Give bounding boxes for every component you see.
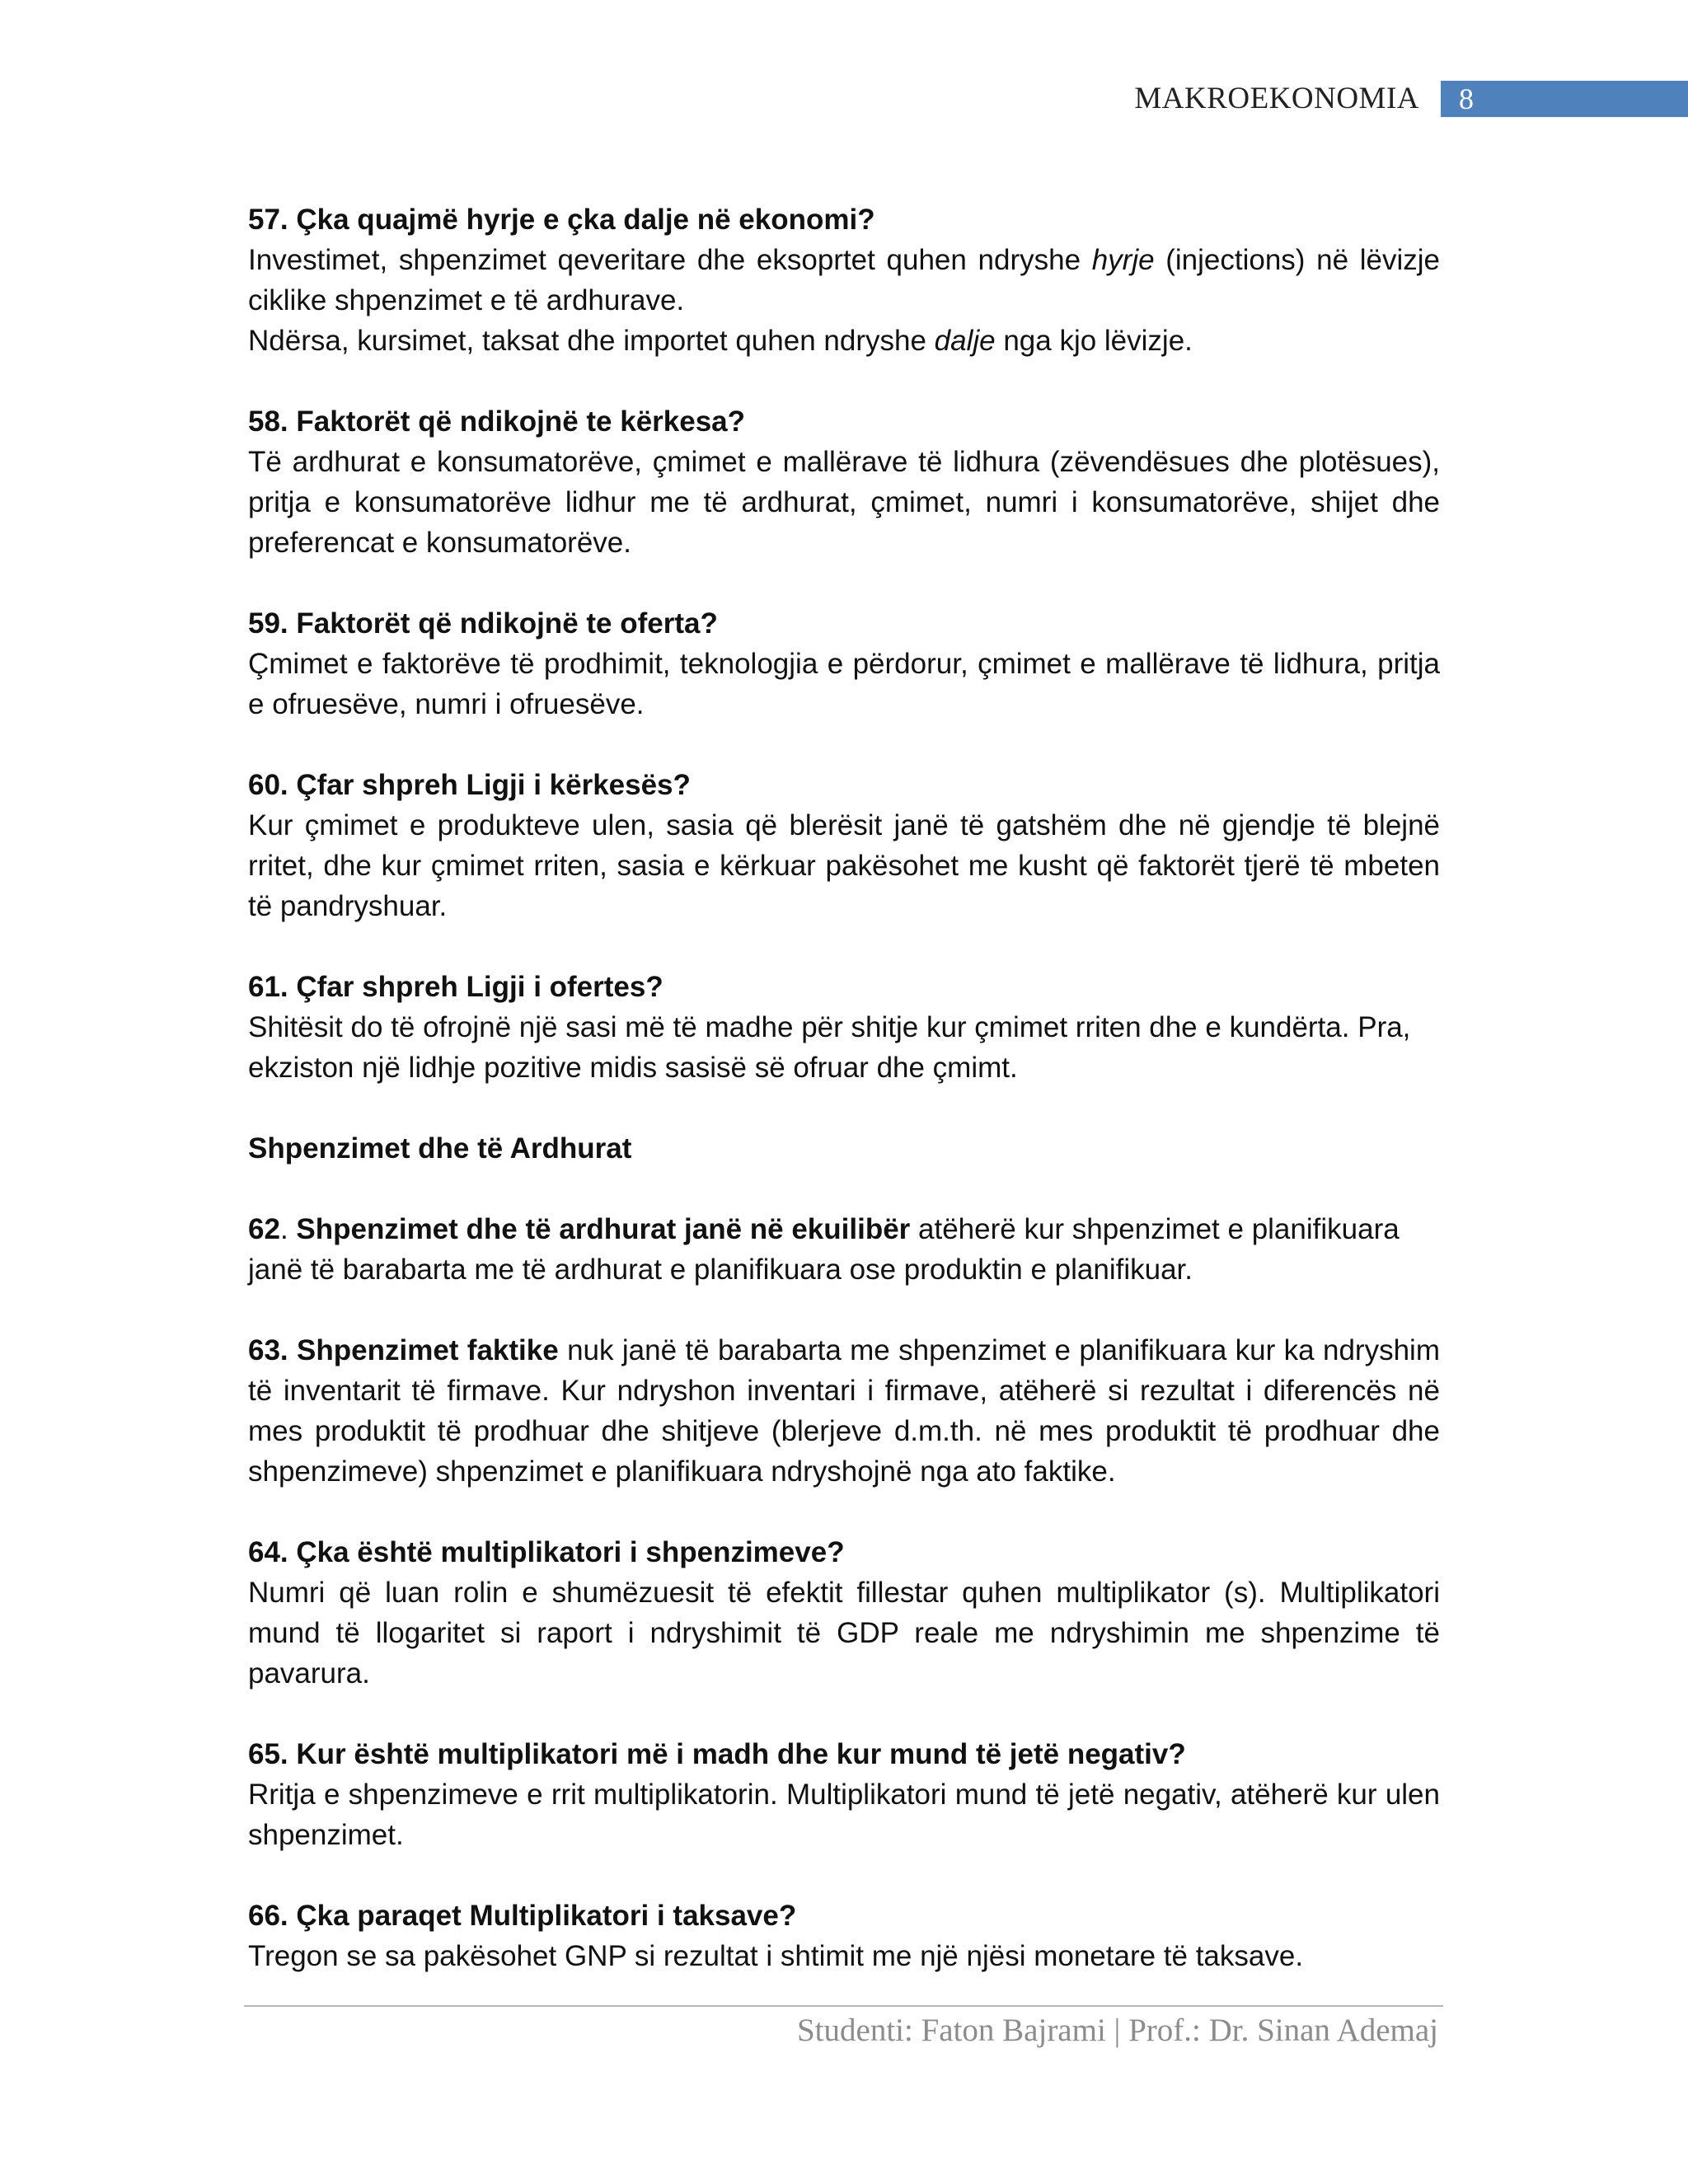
footer-credits: Studenti: Faton Bajrami | Prof.: Dr. Sinan Ademaj <box>796 2013 1438 2048</box>
page-number: 8 <box>1459 82 1474 115</box>
qa-62 <box>248 1209 1440 1290</box>
item-dot: . <box>279 1213 297 1245</box>
section-heading: Shpenzimet dhe të Ardhurat <box>248 1132 632 1165</box>
answer-text: Investimet, shpenzimet qeveritare dhe eksoprtet quhen ndryshe <box>248 244 1092 276</box>
answer-paragraph <box>248 1330 1440 1492</box>
document-body <box>248 199 1440 1976</box>
item-number: 62 <box>248 1213 280 1245</box>
answer-paragraph <box>248 1209 1440 1290</box>
answer-text: atëherë kur shpenzimet e planifikuara janë të barabarta me të ardhurat e planifikuara ose produktin e planifikuar. <box>248 1213 1400 1286</box>
answer-paragraph: Kur çmimet e produkteve ulen, sasia që blerësit janë të gatshëm dhe në gjendje të blejnë rritet, dhe kur çmimet rriten, sasia e kërkuar pakësohet me kusht që faktorët tjerë të mbeten të pandryshuar. <box>248 809 1440 922</box>
footer-divider <box>244 2005 1443 2007</box>
answer-paragraph: Shitësit do të ofrojnë një sasi më të madhe për shitje kur çmimet rriten dhe e kundërta. Pra, ekziston një lidhje pozitive midis sasisë së ofruar dhe çmimt. <box>248 1011 1411 1084</box>
qa-64 <box>248 1532 1440 1694</box>
qa-59 <box>248 603 1440 724</box>
section-shpenzimet <box>248 1128 1440 1169</box>
answer-paragraph: Rritja e shpenzimeve e rrit multiplikatorin. Multiplikatori mund të jetë negativ, atëherë kur ulen shpenzimet. <box>248 1779 1440 1851</box>
qa-61 <box>248 967 1440 1088</box>
answer-paragraph: Tregon se sa pakësohet GNP si rezultat i shtimit me një njësi monetare të taksave. <box>248 1940 1304 1972</box>
question-heading: 60. Çfar shpreh Ligji i kërkesës? <box>248 769 691 801</box>
term-dalje: dalje <box>934 325 996 357</box>
qa-58 <box>248 401 1440 563</box>
qa-57 <box>248 199 1440 361</box>
question-heading: 59. Faktorët që ndikojnë te oferta? <box>248 607 718 640</box>
page-header <box>0 79 1688 119</box>
header-title: MAKROEKONOMIA <box>1134 82 1419 115</box>
question-heading: 64. Çka është multiplikatori i shpenzimeve? <box>248 1536 845 1568</box>
qa-63 <box>248 1330 1440 1492</box>
answer-paragraph: Çmimet e faktorëve të prodhimit, teknologjia e përdorur, çmimet e mallërave të lidhura, pritja e ofruesëve, numri i ofruesëve. <box>248 648 1440 720</box>
bold-term: 63. Shpenzimet faktike <box>248 1334 559 1366</box>
question-heading: 58. Faktorët që ndikojnë te kërkesa? <box>248 405 746 438</box>
bold-term: Shpenzimet dhe të ardhurat janë në ekuilibër <box>296 1213 911 1245</box>
question-heading: 61. Çfar shpreh Ligji i ofertes? <box>248 971 663 1003</box>
answer-text: nuk janë të barabarta me shpenzimet e planifikuara kur ka ndryshim të inventarit të firmave. Kur ndryshon inventari i firmave, atëherë si rezultat i diferencës në mes produktit të prodhuar dhe shitjeve (blerjeve d.m.th. në mes produktit të prodhuar dhe shpenzimeve) shpenzimet e planifikuara ndryshojnë nga ato faktike. <box>248 1334 1440 1488</box>
question-heading: 57. Çka quajmë hyrje e çka dalje në ekonomi? <box>248 204 875 236</box>
question-heading: 66. Çka paraqet Multiplikatori i taksave? <box>248 1900 797 1932</box>
qa-60 <box>248 765 1440 926</box>
answer-text: Ndërsa, kursimet, taksat dhe importet quhen ndryshe <box>248 325 935 357</box>
answer-paragraph <box>248 240 1440 321</box>
answer-paragraph: Të ardhurat e konsumatorëve, çmimet e mallërave të lidhura (zëvendësues dhe plotësues), pritja e konsumatorëve lidhur me të ardhurat, çmimet, numri i konsumatorëve, shijet dhe preferencat e konsumatorëve. <box>248 446 1440 559</box>
answer-text: nga kjo lëvizje. <box>995 325 1193 357</box>
answer-text: (injections) në lëvizje ciklike shpenzimet e të ardhurave. <box>248 244 1440 316</box>
term-hyrje: hyrje <box>1091 244 1155 276</box>
qa-66 <box>248 1896 1440 1976</box>
page-number-bar <box>1441 81 1688 117</box>
answer-paragraph: Numri që luan rolin e shumëzuesit të efektit fillestar quhen multiplikator (s). Multiplikatori mund të llogaritet si raport i ndryshimit të GDP reale me ndryshimin me shpenzime të pavarura. <box>248 1577 1440 1690</box>
answer-paragraph <box>248 321 1440 361</box>
question-heading: 65. Kur është multiplikatori më i madh dhe kur mund të jetë negativ? <box>248 1738 1186 1770</box>
qa-65 <box>248 1734 1440 1855</box>
